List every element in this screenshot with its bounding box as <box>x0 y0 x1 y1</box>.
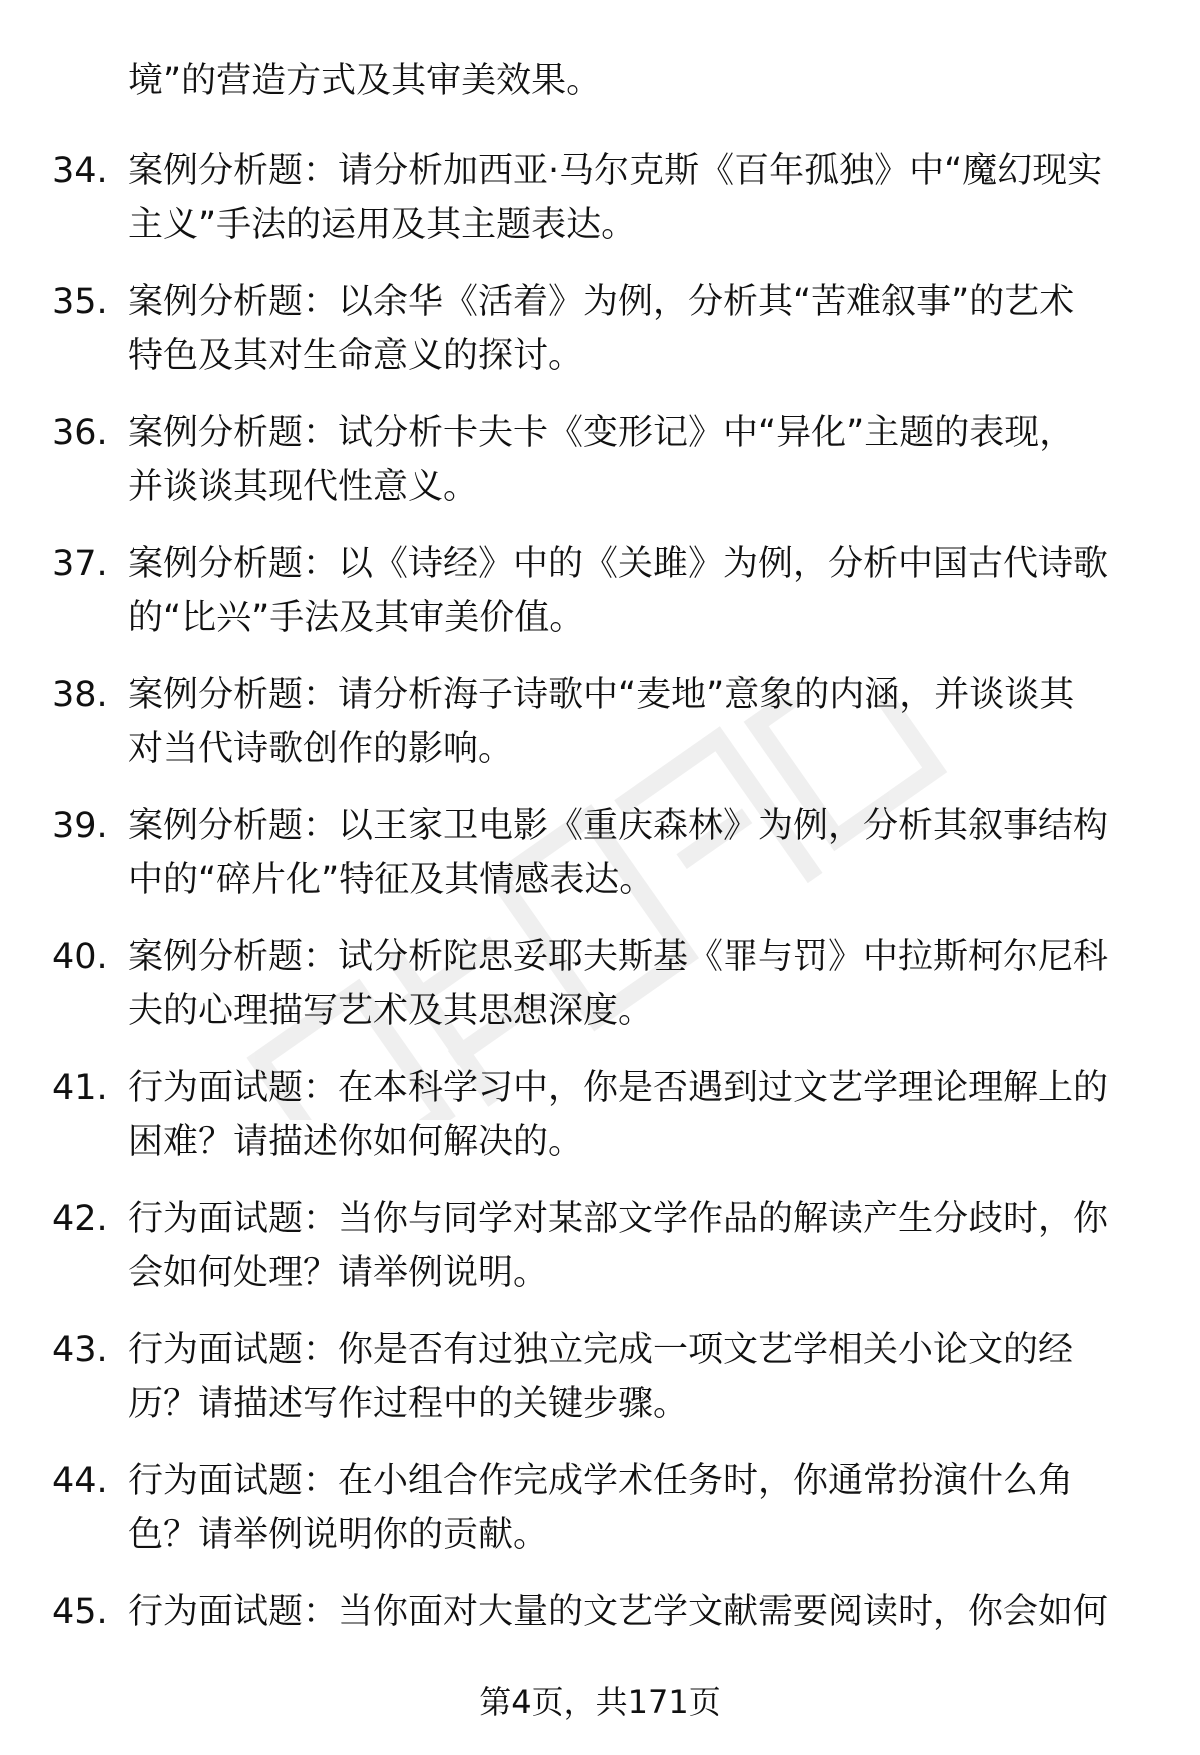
question-text <box>128 144 1148 252</box>
question-list <box>0 144 1200 1716</box>
question-number: 40. <box>52 937 108 977</box>
question-line: 特色及其对生命意义的探讨。 <box>128 336 584 376</box>
question-item <box>0 1323 1200 1454</box>
question-line: 行为面试题：当你与同学对某部文学作品的解读产生分歧时，你 <box>128 1199 1109 1239</box>
question-number: 35. <box>52 282 108 322</box>
question-line: 中的“碎片化”特征及其情感表达。 <box>128 860 655 900</box>
question-item <box>0 668 1200 799</box>
question-item <box>0 1061 1200 1192</box>
question-item <box>0 406 1200 537</box>
question-line: 案例分析题：请分析海子诗歌中“麦地”意象的内涵，并谈谈其 <box>128 675 1075 715</box>
question-item <box>0 1192 1200 1323</box>
question-number: 36. <box>52 413 108 453</box>
question-text <box>128 1585 1148 1639</box>
question-number: 44. <box>52 1461 108 1501</box>
question-line: 行为面试题：在小组合作完成学术任务时，你通常扮演什么角 <box>128 1461 1074 1501</box>
question-line: 色？请举例说明你的贡献。 <box>128 1515 549 1555</box>
question-text <box>128 406 1148 514</box>
question-line: 会如何处理？请举例说明。 <box>128 1253 549 1293</box>
question-item <box>0 1454 1200 1585</box>
question-line: 并谈谈其现代性意义。 <box>128 467 479 507</box>
question-line: 案例分析题：以《诗经》中的《关雎》为例，分析中国古代诗歌 <box>128 544 1109 584</box>
question-text <box>128 799 1148 907</box>
question-number: 39. <box>52 806 108 846</box>
question-number: 43. <box>52 1330 108 1370</box>
continued-question-text: 境”的营造方式及其审美效果。 <box>128 61 602 101</box>
question-text <box>128 1323 1148 1431</box>
question-line: 困难？请描述你如何解决的。 <box>128 1122 584 1162</box>
question-text <box>128 1061 1148 1169</box>
question-number: 38. <box>52 675 108 715</box>
question-item <box>0 799 1200 930</box>
question-line: 主义”手法的运用及其主题表达。 <box>128 205 637 245</box>
question-text <box>128 1192 1148 1300</box>
question-text <box>128 1454 1148 1562</box>
question-line: 案例分析题：请分析加西亚·马尔克斯《百年孤独》中“魔幻现实 <box>128 151 1103 191</box>
question-number: 45. <box>52 1592 108 1632</box>
question-number: 42. <box>52 1199 108 1239</box>
question-text <box>128 537 1148 645</box>
question-item <box>0 275 1200 406</box>
question-text <box>128 668 1148 776</box>
question-line: 案例分析题：试分析卡夫卡《变形记》中“异化”主题的表现， <box>128 413 1075 453</box>
question-line: 行为面试题：你是否有过独立完成一项文艺学相关小论文的经 <box>128 1330 1074 1370</box>
question-line: 的“比兴”手法及其审美价值。 <box>128 598 585 638</box>
question-line: 对当代诗歌创作的影响。 <box>128 729 514 769</box>
question-line: 案例分析题：以余华《活着》为例，分析其“苦难叙事”的艺术 <box>128 282 1075 322</box>
question-line: 历？请描述写作过程中的关键步骤。 <box>128 1384 689 1424</box>
question-number: 41. <box>52 1068 108 1108</box>
question-item <box>0 537 1200 668</box>
question-item <box>0 144 1200 275</box>
page-footer: 第4页，共171页 <box>479 1683 721 1721</box>
question-item <box>0 930 1200 1061</box>
question-line: 行为面试题：在本科学习中，你是否遇到过文艺学理论理解上的 <box>128 1068 1109 1108</box>
question-line: 案例分析题：以王家卫电影《重庆森林》为例，分析其叙事结构 <box>128 806 1109 846</box>
question-number: 37. <box>52 544 108 584</box>
question-line: 夫的心理描写艺术及其思想深度。 <box>128 991 654 1031</box>
question-text <box>128 275 1148 383</box>
question-number: 34. <box>52 151 108 191</box>
question-line: 案例分析题：试分析陀思妥耶夫斯基《罪与罚》中拉斯柯尔尼科 <box>128 937 1109 977</box>
question-text <box>128 930 1148 1038</box>
question-line: 行为面试题：当你面对大量的文艺学文献需要阅读时，你会如何 <box>128 1592 1109 1632</box>
